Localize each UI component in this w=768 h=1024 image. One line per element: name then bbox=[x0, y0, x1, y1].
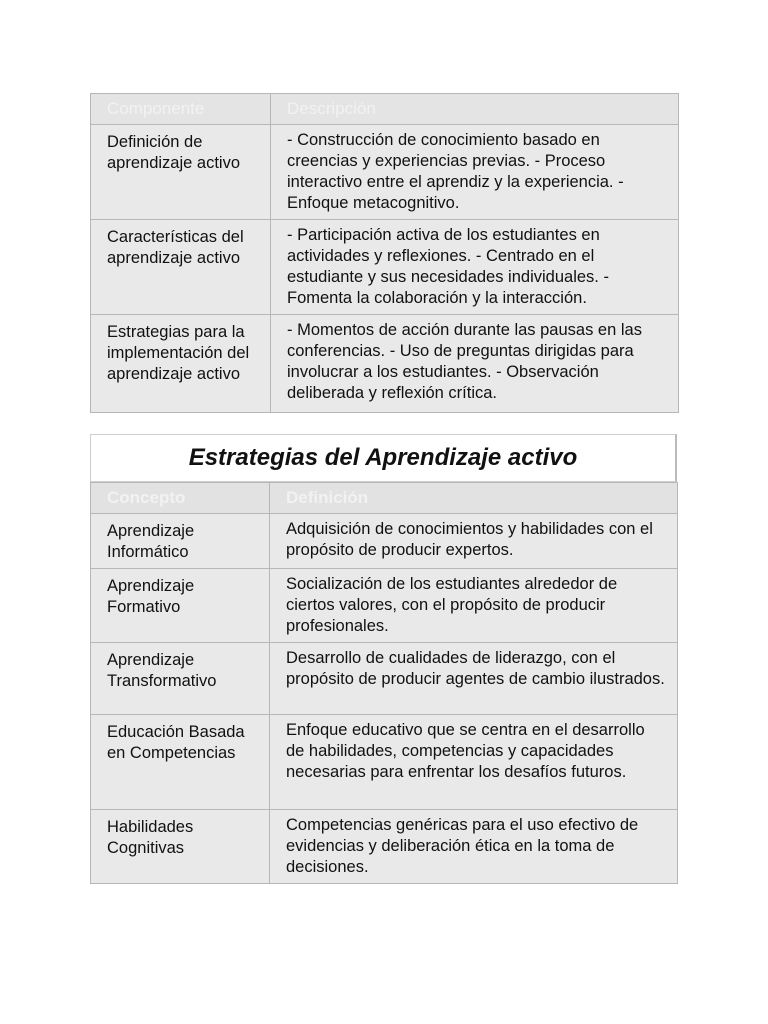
column-header-concept: Concepto bbox=[91, 483, 270, 514]
table-row bbox=[91, 643, 678, 715]
table-row bbox=[91, 569, 678, 643]
column-header-definition: Definición bbox=[270, 483, 678, 514]
strategies-table bbox=[90, 482, 678, 884]
row-description: - Construcción de conocimiento basado en creencias y experiencias previas. - Proceso interactivo entre el aprendiz y la experiencia. - Enfoque metacognitivo. bbox=[271, 125, 679, 220]
table-row bbox=[91, 220, 679, 315]
row-term: Características del aprendizaje activo bbox=[91, 220, 271, 315]
table-header-row bbox=[91, 483, 678, 514]
strategies-table-title: Estrategias del Aprendizaje activo bbox=[90, 434, 677, 482]
row-term: Aprendizaje Informático bbox=[91, 514, 270, 569]
row-description: Desarrollo de cualidades de liderazgo, con el propósito de producir agentes de cambio ilustrados. bbox=[270, 643, 678, 715]
row-description: - Momentos de acción durante las pausas en las conferencias. - Uso de preguntas dirigidas para involucrar a los estudiantes. - Observación deliberada y reflexión crítica. bbox=[271, 315, 679, 413]
table-row bbox=[91, 514, 678, 569]
table-row bbox=[91, 810, 678, 884]
row-description: - Participación activa de los estudiantes en actividades y reflexiones. - Centrado en el estudiante y sus necesidades individuales. - Fomenta la colaboración y la interacción. bbox=[271, 220, 679, 315]
row-term: Educación Basada en Competencias bbox=[91, 715, 270, 810]
row-term: Aprendizaje Formativo bbox=[91, 569, 270, 643]
components-table bbox=[90, 93, 679, 413]
column-header-description: Descripción bbox=[271, 94, 679, 125]
table-row bbox=[91, 715, 678, 810]
row-description: Socialización de los estudiantes alrededor de ciertos valores, con el propósito de producir profesionales. bbox=[270, 569, 678, 643]
row-term: Habilidades Cognitivas bbox=[91, 810, 270, 884]
row-description: Adquisición de conocimientos y habilidades con el propósito de producir expertos. bbox=[270, 514, 678, 569]
row-description: Enfoque educativo que se centra en el desarrollo de habilidades, competencias y capacidades necesarias para enfrentar los desafíos futuros. bbox=[270, 715, 678, 810]
table-row bbox=[91, 125, 679, 220]
table-header-row bbox=[91, 94, 679, 125]
row-term: Definición de aprendizaje activo bbox=[91, 125, 271, 220]
row-term: Aprendizaje Transformativo bbox=[91, 643, 270, 715]
column-header-component: Componente bbox=[91, 94, 271, 125]
row-term: Estrategias para la implementación del aprendizaje activo bbox=[91, 315, 271, 413]
row-description: Competencias genéricas para el uso efectivo de evidencias y deliberación ética en la toma de decisiones. bbox=[270, 810, 678, 884]
table-row bbox=[91, 315, 679, 413]
